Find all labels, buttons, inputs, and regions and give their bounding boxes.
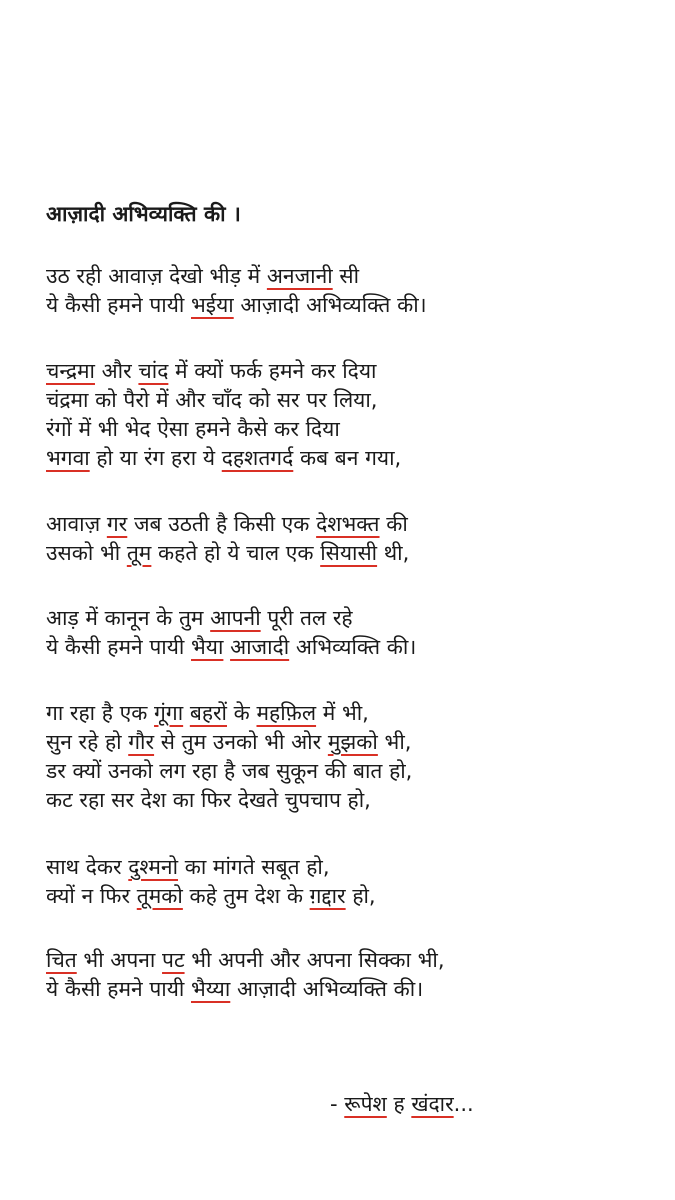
line-text: भी अपनी और अपना सिक्का भी, [184, 948, 445, 972]
underlined-word: भगवा [46, 446, 90, 470]
line-text: का मांगते सबूत हो, [178, 855, 330, 879]
underlined-word: भैया [191, 635, 224, 659]
poem-line [46, 386, 377, 414]
poem-line [46, 757, 412, 785]
line-text: पूरी तल रहे [260, 606, 353, 630]
poem-line [46, 262, 359, 290]
line-text: उठ रही आवाज़ देखो भीड़ में [46, 264, 267, 288]
signature-name-last: खंदार [411, 1092, 454, 1116]
line-text: साथ देकर [46, 855, 129, 879]
poem-line [46, 415, 340, 443]
poem-title: आज़ादी अभिव्यक्ति की । [46, 202, 241, 226]
line-text: कब बन गया, [293, 446, 402, 470]
line-text: आवाज़ [46, 512, 107, 536]
poem-line [46, 946, 445, 974]
underlined-word: मुझको [327, 730, 378, 754]
underlined-word: पट [162, 948, 185, 972]
line-text: के [227, 701, 257, 725]
underlined-word: महफ़िल [256, 701, 317, 725]
signature-middle: ह [386, 1092, 412, 1116]
poem-line [46, 604, 353, 632]
underlined-word: तूम [126, 541, 152, 565]
line-text: जब उठती है किसी एक [127, 512, 317, 536]
poem-line [46, 853, 330, 881]
line-text: ये कैसी हमने पायी [46, 977, 191, 1001]
poem-line [46, 633, 416, 661]
signature-prefix: - [330, 1092, 345, 1116]
line-text: में भी, [316, 701, 369, 725]
underlined-word: दुश्मनो [128, 855, 179, 879]
line-text: अभिव्यक्ति की। [289, 635, 417, 659]
underlined-word: गर [106, 512, 128, 536]
line-text: क्यों न फिर [46, 884, 137, 908]
poem-signature [330, 1090, 474, 1118]
signature-suffix: ... [453, 1092, 474, 1116]
line-text: भी अपना [76, 948, 163, 972]
poem-line [46, 728, 411, 756]
poem-line [46, 882, 376, 910]
line-text [183, 701, 190, 725]
line-text: से तुम उनको भी ओर [154, 730, 328, 754]
poem-line [46, 357, 376, 385]
poem-line [46, 291, 427, 319]
underlined-word: भैय्या [191, 977, 231, 1001]
underlined-word: दहशतगर्द [221, 446, 294, 470]
line-text: हो, [345, 884, 376, 908]
underlined-word: ग़द्दार [309, 884, 346, 908]
underlined-word: गौर [128, 730, 155, 754]
poem-line [46, 786, 371, 814]
line-text: गा रहा है एक [46, 701, 155, 725]
line-text: और [94, 359, 139, 383]
underlined-word: अनजानी [266, 264, 333, 288]
line-text: सी [332, 264, 360, 288]
poem-line [46, 539, 409, 567]
underlined-word: बहरों [189, 701, 227, 725]
underlined-word: चित [46, 948, 77, 972]
underlined-word: आपनी [210, 606, 261, 630]
underlined-word: चन्द्रमा [46, 359, 95, 383]
poem-line [46, 975, 423, 1003]
line-text: डर क्यों उनको लग रहा है जब सुकून की बात हो, [46, 759, 413, 783]
underlined-word: भईया [191, 293, 234, 317]
signature-name-first: रूपेश [344, 1092, 387, 1116]
line-text: की [379, 512, 408, 536]
line-text: उसको भी [46, 541, 127, 565]
line-text: कट रहा सर देश का फिर देखते चुपचाप हो, [46, 788, 371, 812]
underlined-word: चांद [138, 359, 169, 383]
underlined-word: गूंगा [154, 701, 184, 725]
line-text: हो या रंग हरा ये [89, 446, 222, 470]
line-text: आड़ में कानून के तुम [46, 606, 211, 630]
poem-line [46, 510, 408, 538]
line-text: चंद्रमा को पैरो में और चाँद को सर पर लिया, [46, 388, 378, 412]
line-text: आज़ादी अभिव्यक्ति की। [230, 977, 424, 1001]
line-text: में क्यों फर्क हमने कर दिया [168, 359, 377, 383]
underlined-word: देशभक्त [316, 512, 380, 536]
underlined-word: आजादी [230, 635, 290, 659]
line-text: कहते हो ये चाल एक [151, 541, 321, 565]
line-text: कहे तुम देश के [182, 884, 310, 908]
line-text: ये कैसी हमने पायी [46, 293, 191, 317]
line-text: ये कैसी हमने पायी [46, 635, 191, 659]
poem-line [46, 444, 401, 472]
line-text: थी, [377, 541, 410, 565]
underlined-word: तूमको [136, 884, 183, 908]
line-text: सुन रहे हो [46, 730, 129, 754]
line-text: भी, [377, 730, 412, 754]
line-text: रंगों में भी भेद ऐसा हमने कैसे कर दिया [46, 417, 340, 441]
poem-line [46, 699, 369, 727]
line-text: आज़ादी अभिव्यक्ति की। [233, 293, 427, 317]
underlined-word: सियासी [320, 541, 378, 565]
